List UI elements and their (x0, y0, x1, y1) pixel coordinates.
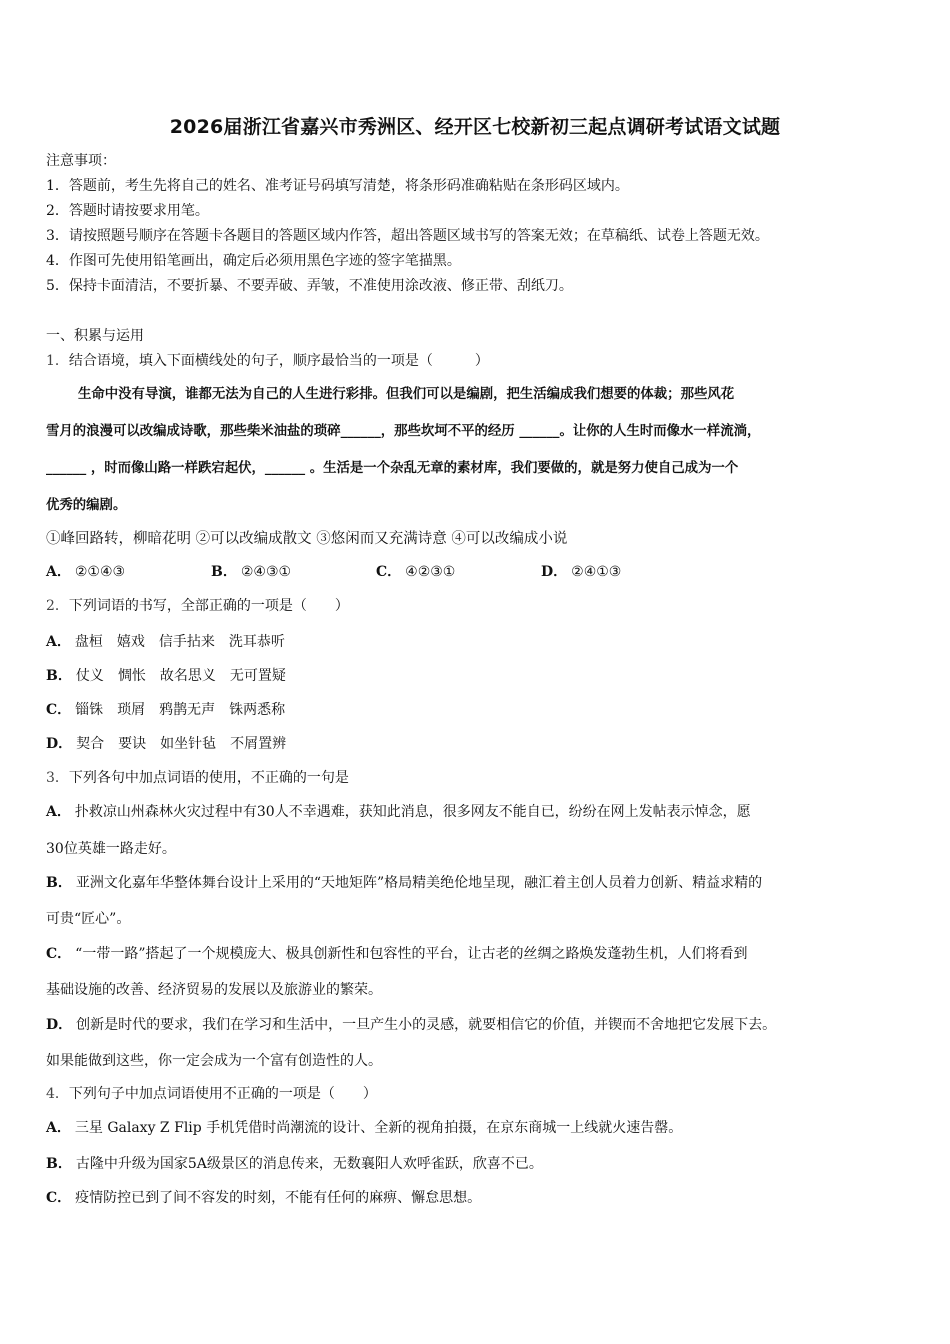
passage-line: 优秀的编剧。 (46, 497, 127, 513)
option-c[interactable]: C． “一带一路”搭起了一个规模庞大、极具创新性和包容性的平台，让古老的丝绸之路焕发蓬勃生机，人们将看到 (46, 946, 748, 962)
question-4 (46, 1085, 377, 1103)
option-c[interactable]: C． 疫情防控已到了间不容发的时刻，不能有任何的麻痹、懈怠思想。 (46, 1190, 482, 1206)
q1-items: ①峰回路转，柳暗花明 ②可以改编成散文 ③悠闲而又充满诗意 ④可以改编成小说 (46, 531, 568, 547)
question-number: 3． (46, 770, 69, 786)
option-a[interactable]: A． 三星 Galaxy Z Flip 手机凭借时尚潮流的设计、全新的视角拍摄，在京东商城一上线就火速告罄。 (46, 1120, 683, 1136)
question-3 (46, 769, 349, 787)
question-stem: 下列各句中加点词语的使用，不正确的一句是 (68, 770, 349, 786)
note-item-3: 3．请按照题号顺序在答题卡各题目的答题区域内作答，超出答题区域书写的答案无效；在草稿纸、试卷上答题无效。 (46, 228, 769, 244)
option-b[interactable]: B． 古隆中升级为国家5A级景区的消息传来，无数襄阳人欢呼雀跃，欣喜不已。 (46, 1156, 543, 1172)
section-heading: 一、积累与运用 (46, 328, 144, 344)
option-b-continued: 可贵“匠心”。 (46, 911, 131, 927)
passage-line: 雪月的浪漫可以改编成诗歌，那些柴米油盐的琐碎______，那些坎坷不平的经历 ______。让你的人生时而像水一样流淌， (46, 423, 761, 439)
note-item-5: 5．保持卡面清洁，不要折暴、不要弄破、弄皱，不准使用涂改液、修正带、刮纸刀。 (46, 278, 573, 294)
option-b[interactable]: B． 仗义 惆怅 故名思义 无可置疑 (46, 668, 286, 684)
question-2 (46, 597, 349, 615)
note-item-1: 1．答题前，考生先将自己的姓名、准考证号码填写清楚，将条形码准确粘贴在条形码区域内。 (46, 178, 629, 194)
question-stem: 下列词语的书写，全部正确的一项是（ ） (68, 598, 349, 614)
option-b[interactable]: B． ②④③① (211, 564, 292, 580)
note-item-4: 4．作图可先使用铅笔画出，确定后必须用黑色字迹的签字笔描黑。 (46, 253, 461, 269)
passage-line: 生命中没有导演，谁都无法为自己的人生进行彩排。但我们可以是编剧，把生活编成我们想要的体裁；那些风花 (78, 386, 735, 402)
page-title: 2026届浙江省嘉兴市秀洲区、经开区七校新初三起点调研考试语文试题 (169, 116, 781, 138)
option-b[interactable]: B． 亚洲文化嘉年华整体舞台设计上采用的“天地矩阵”格局精美绝伦地呈现，融汇着主创人员着力创新、精益求精的 (46, 875, 763, 891)
option-c-continued: 基础设施的改善、经济贸易的发展以及旅游业的繁荣。 (46, 982, 382, 998)
option-a[interactable]: A． 盘桓 嬉戏 信手拈来 洗耳恭听 (46, 634, 285, 650)
question-number: 2． (46, 598, 69, 614)
option-d[interactable]: D． 创新是时代的要求，我们在学习和生活中，一旦产生小的灵感，就要相信它的价值，并锲而不舍地把它发展下去。 (46, 1017, 777, 1033)
question-stem: 结合语境，填入下面横线处的句子，顺序最恰当的一项是（ ） (68, 353, 489, 369)
question-1 (46, 352, 489, 370)
option-d-continued: 如果能做到这些，你一定会成为一个富有创造性的人。 (46, 1053, 382, 1069)
option-c[interactable]: C． ④②③① (376, 564, 456, 580)
question-number: 1． (46, 353, 69, 369)
note-item-2: 2．答题时请按要求用笔。 (46, 203, 209, 219)
question-number: 4． (46, 1086, 69, 1102)
notes-heading: 注意事项： (46, 153, 116, 169)
option-a[interactable]: A． 扑救凉山州森林火灾过程中有30人不幸遇难，获知此消息，很多网友不能自已，纷纷在网上发帖表示悼念，愿 (46, 804, 751, 820)
option-d[interactable]: D． 契合 要诀 如坐针毡 不屑置辨 (46, 736, 287, 752)
option-d[interactable]: D． ②④①③ (541, 564, 622, 580)
option-a-continued: 30位英雄一路走好。 (46, 841, 176, 857)
option-c[interactable]: C． 锱铢 琐屑 鸦鹊无声 铢两悉称 (46, 702, 286, 718)
question-stem: 下列句子中加点词语使用不正确的一项是（ ） (68, 1086, 377, 1102)
q1-options (46, 563, 706, 581)
passage-line: ______ ，时而像山路一样跌宕起伏，______ 。生活是一个杂乱无章的素材库，我们要做的，就是努力使自己成为一个 (46, 460, 739, 476)
option-a[interactable]: A． ②①④③ (46, 564, 126, 580)
